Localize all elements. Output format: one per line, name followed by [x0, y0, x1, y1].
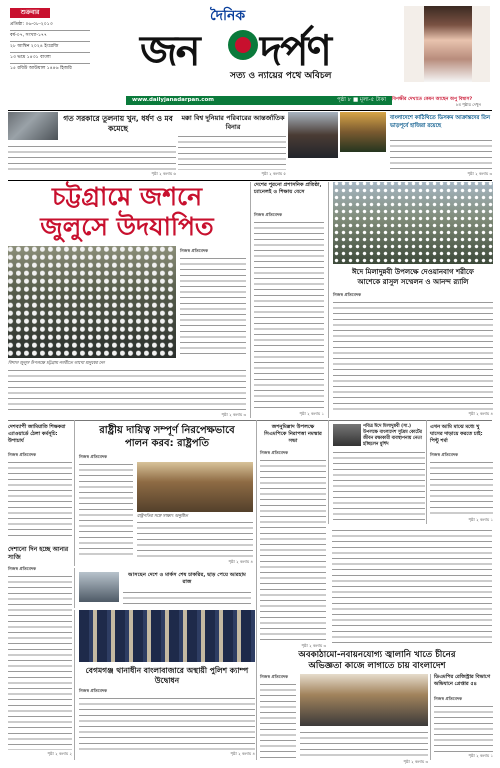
mid-right-body [332, 528, 492, 646]
energy-body-left [260, 682, 296, 758]
meta-line: ১৫ রবিউ আউয়াল ১৪৪৬ হিজরি [10, 66, 72, 71]
president-story[interactable] [74, 420, 254, 566]
teaser-3[interactable] [340, 112, 492, 178]
procession-body [333, 300, 493, 410]
right-col-body [430, 460, 493, 516]
quote-text: পবিত্র ঈদে মিলাদুন্নবী (সা.) উপলক্ষে বাংলাদেশ সুপ্রিম কোর্টের জীবন রক্ষাকারী ব্যবস্থাপনায় নেতা হচ্ছিলেন মুর্শিদ [363, 424, 422, 447]
lead-cont: পৃষ্ঠা ২ কলাম ৩ [221, 412, 246, 417]
logo [140, 4, 370, 84]
teaser-photo [8, 112, 58, 140]
teaser-title: গত সরকারে তুলনায় খুন, ধর্ষণ ও মব কমেছে [63, 114, 173, 133]
actress-photo [424, 6, 472, 82]
milad-story[interactable] [256, 420, 326, 650]
police-photo [79, 610, 255, 662]
left-bottom-cont: পৃষ্ঠা ২ কলাম ২ [47, 751, 72, 756]
masthead [0, 0, 500, 110]
police-byline: নিজস্ব প্রতিবেদক [79, 688, 108, 693]
lead-byline: নিজস্ব প্রতিবেদক [180, 248, 209, 253]
left-bottom-body [8, 574, 72, 750]
masthead-divider [8, 110, 492, 111]
logo-left: জন [140, 26, 199, 75]
teaser-cont: পৃষ্ঠা ২ কলাম ৬ [151, 171, 176, 176]
energy-title-line1: অবকাঠামো-নবায়নযোগ্য জ্বালানি খাতে চীনের [298, 650, 456, 660]
right-col-byline: নিজস্ব প্রতিবেদক [430, 452, 459, 457]
left-bottom-byline: নিজস্ব প্রতিবেদক [8, 566, 37, 571]
energy-story-body[interactable] [256, 674, 428, 760]
court-body [123, 590, 251, 604]
ad-text: বিপক্ষীর দেখাতে কেমন আছেন অপু বিশ্বাস? [392, 97, 473, 102]
left-bottom-title: দেশানো দিন হচ্ছে আনার সাজি [8, 546, 69, 561]
teaser-body [390, 138, 492, 170]
teaser-body [178, 134, 286, 170]
teaser-photo [288, 112, 338, 158]
logo-small: দৈনিক [210, 8, 246, 24]
left-column-story[interactable] [8, 420, 72, 540]
emblem-icon [228, 30, 258, 60]
president-byline: নিজস্ব প্রতিবেদক [79, 454, 108, 459]
president-photo [137, 462, 253, 512]
procession-photo [333, 182, 493, 264]
court-title: আসছেন দেশে ও মার্কস শেষ চাকরির, ছাড় পেয়ে আরহাম রাজ [128, 572, 246, 585]
lead-title-line1: চট্টগ্রামে জশনে [52, 182, 202, 211]
procession-story[interactable] [328, 182, 492, 418]
side-top-title: দেশের পুরনো প্রশাসনিক প্রতিষ্ঠা, চ্যানেলই ও শিক্ষায় বেসে [254, 182, 322, 195]
teaser-2[interactable] [178, 112, 338, 178]
teaser-title: বাংলাদেশে কাঠিথিতে ডিসকম আক্রান্তদের তিন ভাড়পূর্বে হাজিরা রয়েছে [390, 115, 491, 129]
issue-meta [10, 20, 90, 74]
police-body [79, 696, 255, 750]
lead-body-right [180, 256, 246, 358]
procession-subtitle: আশেকে রাসুল সম্মেলন ও আনন্দ র‍্যালি [357, 278, 469, 286]
lead-story[interactable] [8, 182, 246, 418]
teaser-cont: পৃষ্ঠা ২ কলাম ৫ [261, 171, 286, 176]
police-cont: পৃষ্ঠা ২ কলাম ৪ [230, 751, 255, 756]
president-cont: পৃষ্ঠা ২ কলাম ৪ [228, 559, 253, 564]
milad-body [260, 458, 326, 642]
milad-cont: পৃষ্ঠা ২ কলাম ৩ [301, 643, 326, 648]
lead-photo [8, 246, 176, 358]
left-col-title: দেশব্যাপী জামিয়াতি শিক্ষকরা এ্যাওয়ার্ডে ঠেলা কর্মসূচি: উপাচার্য [8, 424, 66, 444]
side-top-cont: পৃষ্ঠা ২ কলাম ১ [299, 411, 324, 416]
court-story[interactable] [74, 568, 254, 608]
slogan: সত্য ও ন্যায়ের পথে অবিচল [230, 71, 332, 81]
dhaka-byline: নিজস্ব প্রতিবেদক [434, 696, 463, 701]
procession-cont: পৃষ্ঠা ২ কলাম ৪ [468, 411, 493, 416]
left-bottom-story[interactable] [8, 542, 72, 760]
president-title-line1: রাষ্ট্রীয় দায়িত্ব সম্পূর্ণ নিরপেক্ষভাবে [99, 425, 235, 436]
day-badge: শুক্রবার [10, 8, 50, 18]
teaser-title: মক্কা বিশ্ব দুনিয়ার পরিবারের আন্তর্জাতিক বিনার [181, 114, 285, 131]
procession-byline: নিজস্ব প্রতিবেদক [333, 292, 362, 297]
side-top-body [254, 220, 324, 410]
lead-title-line2: জুলুসে উদযাপিত [40, 212, 214, 241]
meta-line: ১৩ ভাদ্র ১৪৩১ বাংলা [10, 53, 90, 64]
dhaka-body [434, 704, 493, 752]
teaser-body [8, 144, 176, 170]
dhaka-title: ডিএমপির রেজিস্ট্রার বিভাগে অভিযানে গ্রেপ্তার ৫৪ [434, 674, 491, 687]
left-col-byline: নিজস্ব প্রতিবেদক [8, 452, 37, 457]
logo-right: দর্পণ [260, 26, 330, 75]
right-col-title: এখন আমি মাঝে মধ্যে খু ঘাসের দাড়ায়ে করতে চাই: পিন্টু শর্মা [430, 424, 483, 444]
police-title: বেগমগঞ্জ থানাধীন বাংলাবাজারে অস্থায়ী পুলিশ ক্যাম্প উদ্বোধন [85, 666, 249, 685]
price: পৃষ্ঠা ৮ ■ মূল্য-৫ টাকা [336, 97, 386, 103]
milad-byline: নিজস্ব প্রতিবেদক [260, 450, 289, 455]
side-top-story[interactable] [250, 182, 324, 418]
energy-body-right [300, 730, 428, 758]
website[interactable]: www.dailyjanadarpan.com [132, 97, 214, 103]
teaser-cont: পৃষ্ঠা ২ কলাম ৩ [467, 171, 492, 176]
dhaka-cont: পৃষ্ঠা ২ কলাম ১ [468, 753, 493, 758]
quote-body [333, 450, 425, 520]
teaser-photo [340, 112, 386, 152]
energy-photo [300, 674, 428, 726]
quote-strip[interactable] [328, 420, 424, 524]
teaser-divider [8, 180, 492, 181]
lead-body-bottom [8, 368, 246, 412]
energy-byline: নিজস্ব প্রতিবেদক [260, 674, 289, 679]
url-bar [126, 96, 392, 105]
meta-line: ২৮ আশ্বিন ২০২৪ ইংরেজি [10, 42, 90, 53]
meta-line: প্রতিষ্ঠা: ০৬-০৮-২০১৩ [10, 20, 90, 31]
teaser-1[interactable] [8, 112, 176, 178]
lead-caption: বিশাল জুলুস উপলক্ষে চট্টগ্রাম নগরীতে লাখো মানুষের ঢল [8, 360, 105, 365]
right-col-cont: পৃষ্ঠা ২ কলাম ১ [468, 517, 493, 522]
side-top-byline: নিজস্ব প্রতিবেদক [254, 212, 283, 217]
president-body-right [137, 520, 253, 558]
left-col-body [8, 460, 72, 536]
police-story[interactable] [74, 610, 254, 760]
energy-title-line2: অভিজ্ঞতা কাজে লাগাতে চায় বাংলাদেশ [308, 661, 446, 671]
dhaka-story[interactable] [430, 674, 492, 760]
milad-title: জশনুমিল্লাদ উপলক্ষে সিএমপিকে নিরাপত্তা নমস্কার সভা [264, 424, 322, 444]
procession-title: ঈদে মিলাদুন্নবী উপলক্ষে দেওয়ানবাগ শরীফে [352, 268, 474, 276]
president-body-left [79, 462, 133, 558]
president-caption: রাষ্ট্রপতির সঙ্গে সাক্ষাৎ অনুষ্ঠিত [137, 513, 188, 518]
court-photo [79, 572, 119, 602]
ad-box [404, 6, 490, 82]
ad-page: ৮ম পৃষ্ঠায় দেখুন [456, 102, 481, 107]
quote-photo [333, 424, 361, 446]
meta-line: বর্ষ-০৭, সংখ্যা-১৭৭ [10, 31, 90, 42]
president-title-line2: পালন করব: রাষ্ট্রপতি [124, 438, 210, 449]
right-column-story[interactable] [426, 420, 492, 524]
energy-cont: পৃষ্ঠা ২ কলাম ৩ [403, 759, 428, 764]
